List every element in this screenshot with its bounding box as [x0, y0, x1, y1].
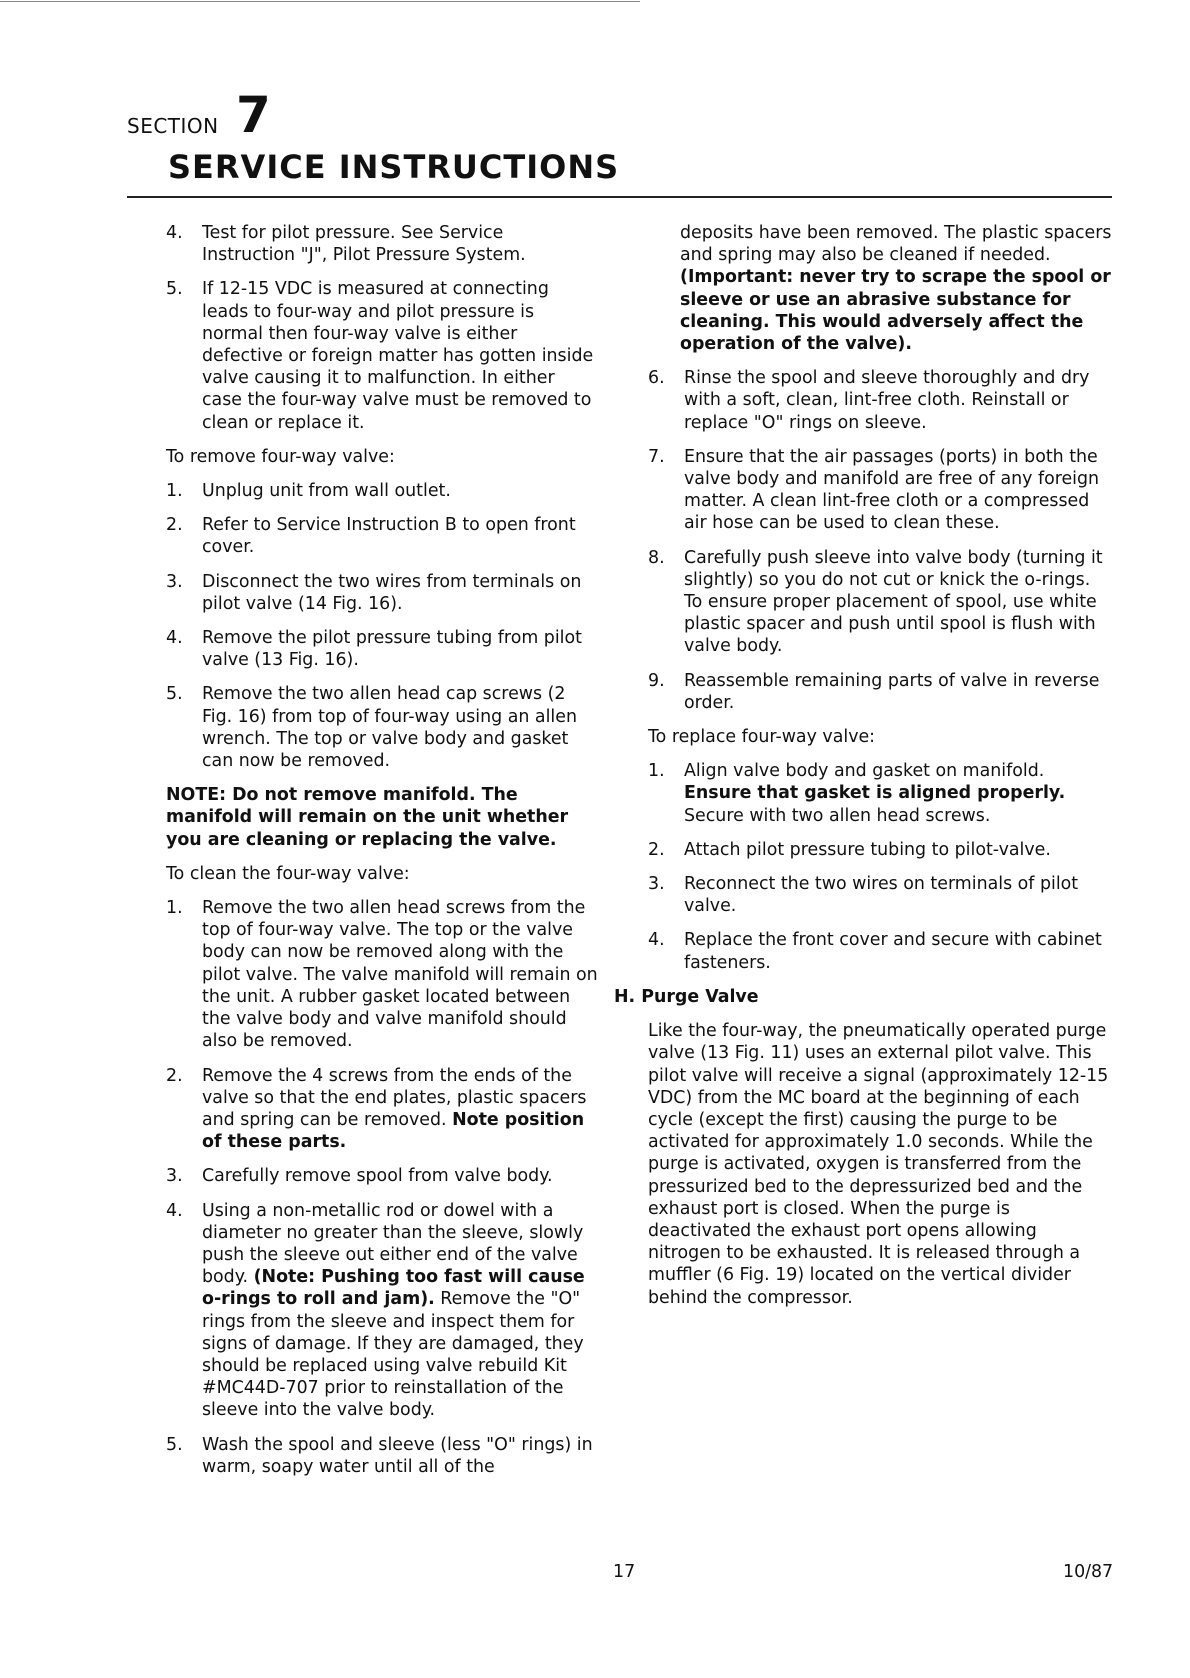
- list-item: 3. Carefully remove spool from valve body.: [166, 1166, 553, 1187]
- purge-valve-text: Like the four-way, the pneumatically operated purge valve (13 Fig. 11) uses an external pilot valve. This pilot valve will receive a signal (approximately 12-15 VDC) from the MC board at the beginning of each cycle (except the first) causing the purge to be activated for approximately 1.0 seconds. While the purge is activated, oxygen is transferred from the pressurized bed to the depressurized bed and the exhaust port is closed. When the purge is deactivated the exhaust port opens allowing nitrogen to be exhausted. It is released through a muffler (6 Fig. 19) located on the vertical divider behind the compressor.: [648, 1021, 1109, 1308]
- list-item: 4. Replace the front cover and secure with cabinet fasteners.: [648, 930, 1102, 973]
- remove-lead: To remove four-way valve:: [166, 446, 395, 467]
- list-item: 1. Remove the two allen head screws from the top of four-way valve. The top or the valve body can now be removed along with the pilot valve. The valve manifold will remain on the unit. A rubber gasket located between the valve body and valve manifold should also be removed.: [166, 898, 598, 1052]
- list-item: 4. Test for pilot pressure. See Service Instruction "J", Pilot Pressure System.: [166, 223, 526, 266]
- list-item: 2. Refer to Service Instruction B to open front cover.: [166, 515, 576, 558]
- list-item: 4. Remove the pilot pressure tubing from pilot valve (13 Fig. 16).: [166, 628, 582, 671]
- left-column: [166, 222, 598, 1490]
- purge-valve-heading: H. Purge Valve: [614, 986, 759, 1007]
- page-number: 17: [613, 1562, 636, 1582]
- list-item: 1. Unplug unit from wall outlet.: [166, 481, 451, 502]
- list-item: 2. Attach pilot pressure tubing to pilot-valve.: [648, 839, 1051, 860]
- list-item: 3. Disconnect the two wires from terminals on pilot valve (14 Fig. 16).: [166, 571, 582, 614]
- list-item: 5. If 12-15 VDC is measured at connecting leads to four-way and pilot pressure is normal then four-way valve is either defective or foreign matter has gotten inside valve causing it to malfunction. In either case the four-way valve must be removed to clean or replace it.: [166, 279, 594, 433]
- header-rule: [127, 196, 1112, 198]
- revision-date: 10/87: [1063, 1562, 1114, 1582]
- right-column: [614, 222, 1112, 1321]
- list-item: 2. Remove the 4 screws from the ends of the valve so that the end plates, plastic spacers and spring can be removed. Note position of these parts.: [166, 1065, 587, 1153]
- page-title: SERVICE INSTRUCTIONS: [168, 148, 620, 186]
- replace-lead: To replace four-way valve:: [648, 727, 876, 748]
- section-label: SECTION: [127, 114, 219, 138]
- list-item: 7. Ensure that the air passages (ports) in both the valve body and manifold are free of any foreign matter. A clean lint-free cloth or a compressed air hose can be used to clean these.: [648, 446, 1100, 534]
- note-manifold: NOTE: Do not remove manifold. The manifold will remain on the unit whether you are cleaning or replacing the valve.: [166, 785, 569, 850]
- list-item: 9. Reassemble remaining parts of valve in reverse order.: [648, 670, 1100, 713]
- continued-text: deposits have been removed. The plastic spacers and spring may also be cleaned if needed. (Important: never try to scrape the spool or sleeve or use an abrasive substance for cleaning. This would adversely affect the operation of the valve).: [680, 223, 1112, 355]
- list-item: 8. Carefully push sleeve into valve body (turning it slightly) so you do not cut or knick the o-rings. To ensure proper placement of spool, use white plastic spacer and push until spool is flush with valve body.: [648, 547, 1103, 657]
- list-item: 5. Remove the two allen head cap screws (2 Fig. 16) from top of four-way using an allen wrench. The top or valve body and gasket can now be removed.: [166, 684, 577, 772]
- section-number: 7: [236, 86, 271, 144]
- list-item: 5. Wash the spool and sleeve (less "O" rings) in warm, soapy water until all of the: [166, 1434, 593, 1477]
- list-item: 6. Rinse the spool and sleeve thoroughly and dry with a soft, clean, lint-free cloth. Reinstall or replace "O" rings on sleeve.: [648, 368, 1090, 433]
- list-item: 3. Reconnect the two wires on terminals of pilot valve.: [648, 874, 1079, 917]
- top-border-line: [0, 1, 640, 2]
- list-item: 4. Using a non-metallic rod or dowel with a diameter no greater than the sleeve, slowly push the sleeve out either end of the valve body. (Note: Pushing too fast will cause o-rings to roll and jam). Remove the "O" rings from the sleeve and inspect them for signs of damage. If they are damaged, they should be replaced using valve rebuild Kit #MC44D-707 prior to reinstallation of the sleeve into the valve body.: [166, 1200, 585, 1421]
- clean-lead: To clean the four-way valve:: [166, 863, 410, 884]
- list-item: 1. Align valve body and gasket on manifold. Ensure that gasket is aligned properly. Secure with two allen head screws.: [648, 761, 1066, 826]
